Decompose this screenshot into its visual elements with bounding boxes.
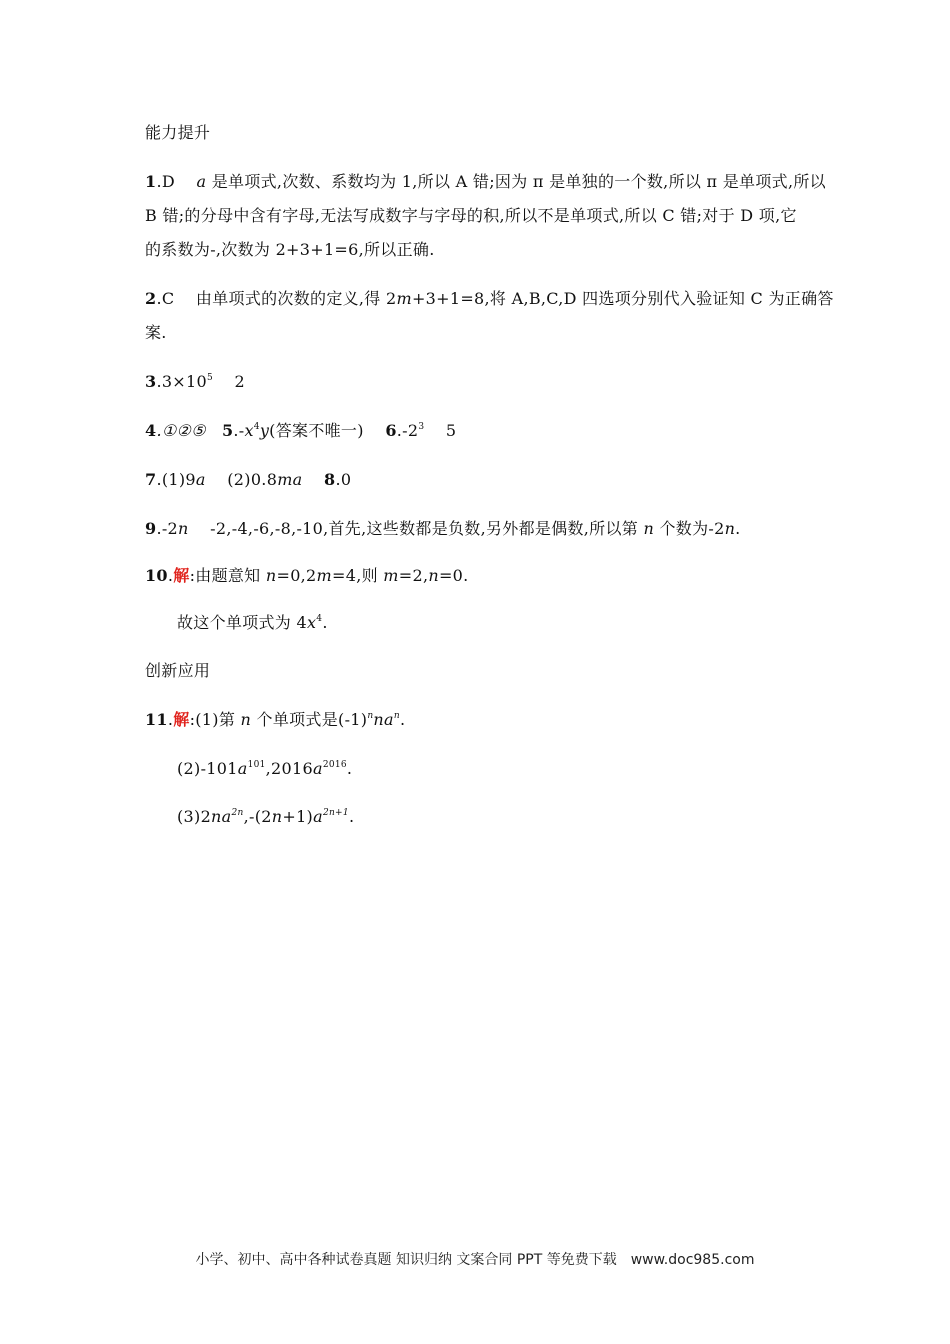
- q11-l2-sup2: 2016: [322, 760, 347, 770]
- q3-text: .3×10: [156, 372, 207, 391]
- q11-l1-var-n: n: [240, 710, 252, 729]
- q2-number: 2: [145, 289, 157, 308]
- q5-number: 5: [221, 421, 234, 440]
- q9-var-n2: n: [643, 519, 655, 538]
- q10-text-b: =0,2: [276, 566, 317, 585]
- q2-line-2: 案.: [145, 323, 167, 342]
- q11-l2-text-a: (2)-101: [177, 759, 238, 778]
- q11-l3-text-a: (3)2: [177, 807, 212, 826]
- q4-line: [145, 421, 456, 441]
- q5-var-y: y: [259, 421, 270, 440]
- q10-var-m: m: [316, 566, 333, 585]
- q5-text-a: .-: [233, 421, 245, 440]
- q10-line-1: 10.解:由题意知 n=0,2m=4,则 m=2,n=0.: [145, 566, 469, 585]
- q11-line-1: 11.解:(1)第 n 个单项式是$(-1)^nna^n$.: [145, 710, 406, 729]
- q10-jie-label: 解: [173, 566, 190, 585]
- q11-l3-var-a: a: [313, 807, 323, 826]
- q7-var-a: a: [195, 470, 206, 489]
- q9-text-c: 个数为-2: [659, 519, 725, 538]
- q7-line: [145, 470, 351, 490]
- q11-l1-sup2: n: [393, 711, 400, 721]
- q7-var-ma: ma: [277, 470, 303, 489]
- q11-jie-label: 解: [173, 710, 190, 729]
- q7-number: 7: [145, 470, 157, 489]
- q6-number: 6: [385, 421, 397, 440]
- q11-l1-sup: n: [367, 711, 374, 721]
- section-title-innovation: 创新应用: [145, 661, 211, 680]
- q1-line-2: B 错;的分母中含有字母,无法写成数字与字母的积,所以不是单项式,所以 C 错;对于 D 项,它: [145, 206, 797, 225]
- q10-l2-exp: 4: [316, 614, 323, 624]
- q10-var-n: n: [265, 566, 277, 585]
- q10-line-2: [177, 613, 328, 633]
- q7-text-a: .(1)9: [156, 470, 196, 489]
- q5-text-b: (答案不唯一): [269, 421, 364, 440]
- q3-tail: 2: [234, 372, 246, 391]
- q11-l1-text-b: 个单项式是(-1): [256, 710, 368, 729]
- q1-number: 1: [145, 172, 157, 191]
- footer-text: 小学、初中、高中各种试卷真题 知识归纳 文案合同 PPT 等免费下载 www.doc985.com: [195, 1252, 755, 1268]
- q9-number: 9: [145, 519, 157, 538]
- q9-var-n3: n: [724, 519, 736, 538]
- q8-text: .0: [335, 470, 352, 489]
- q9-text-d: .: [735, 519, 741, 538]
- q1-answer: .D: [156, 172, 175, 191]
- q3-exp: 5: [206, 373, 213, 383]
- q10-text-d: =2,: [398, 566, 429, 585]
- q10-l2-var-x: x: [306, 613, 317, 632]
- q11-l3-text-d: .: [348, 807, 355, 826]
- q11-l3-sup: 2n: [231, 808, 244, 818]
- q11-l3-sup2: 2n+1: [322, 808, 349, 818]
- q6-text-a: .-2: [396, 421, 419, 440]
- q2-line-1: [145, 289, 834, 309]
- q11-l2-text-c: .: [346, 759, 353, 778]
- q6-exp: 3: [418, 422, 425, 432]
- q11-l2-var-a2: a: [312, 759, 323, 778]
- q3-line: [145, 372, 245, 392]
- q11-l3-var-n: n: [271, 807, 283, 826]
- q2-answer: .C: [156, 289, 175, 308]
- q10-var-m2: m: [383, 566, 399, 585]
- q3-number: 3: [145, 372, 157, 391]
- q10-text-c: =4,则: [332, 566, 378, 585]
- q2-text-b: +3+1=8,将 A,B,C,D 四选项分别代入验证知 C 为正确答: [411, 289, 834, 308]
- q9-var-n: n: [178, 519, 189, 538]
- q1-line-1: [145, 172, 826, 192]
- q10-text-e: =0.: [438, 566, 469, 585]
- q11-l2-var-a: a: [237, 759, 248, 778]
- q2-text-a: 由单项式的次数的定义,得 2: [195, 289, 397, 308]
- q11-l3-text-b: ,-(2: [243, 807, 272, 826]
- q11-l3-text-c: +1): [282, 807, 314, 826]
- q5-var-x: x: [244, 421, 254, 440]
- q4-number: 4: [145, 421, 157, 440]
- q1-var-a: a: [196, 172, 207, 191]
- section-title-ability: 能力提升: [145, 123, 211, 142]
- q10-l2-text-a: 故这个单项式为 4: [177, 613, 307, 632]
- q5-exp: 4: [253, 422, 260, 432]
- q11-l1-var-na: na: [373, 710, 394, 729]
- q11-l3-var-na: na: [211, 807, 232, 826]
- q9-line: [145, 519, 741, 539]
- q10-l2-text-b: .: [322, 613, 328, 632]
- q4-answer: .①②⑤: [156, 421, 206, 440]
- q11-l2-text-b: ,2016: [265, 759, 313, 778]
- q11-l1-text-c: .: [399, 710, 406, 729]
- q2-var-m: m: [396, 289, 412, 308]
- q8-number: 8: [324, 470, 336, 489]
- q10-number: 10: [145, 566, 168, 585]
- q11-line-3: [177, 807, 354, 827]
- q11-l2-sup: 101: [247, 760, 266, 770]
- q11-number: 11: [145, 710, 168, 729]
- q1-line-3: 的系数为-,次数为 2+3+1=6,所以正确.: [145, 240, 435, 259]
- q11-line-2: [177, 759, 352, 779]
- q11-l1-text-a: :(1)第: [189, 710, 236, 729]
- q6-text-b: 5: [445, 421, 457, 440]
- q7-text-b: (2)0.8: [227, 470, 278, 489]
- q9-text-b: -2,-4,-6,-8,-10,首先,这些数都是负数,另外都是偶数,所以第: [210, 519, 639, 538]
- q9-text-a: .-2: [156, 519, 179, 538]
- q10-var-n2: n: [428, 566, 439, 585]
- q1-text-1: 是单项式,次数、系数均为 1,所以 A 错;因为 π 是单独的一个数,所以 π 是单项式,所以: [211, 172, 826, 191]
- q10-text-a: :由题意知: [189, 566, 261, 585]
